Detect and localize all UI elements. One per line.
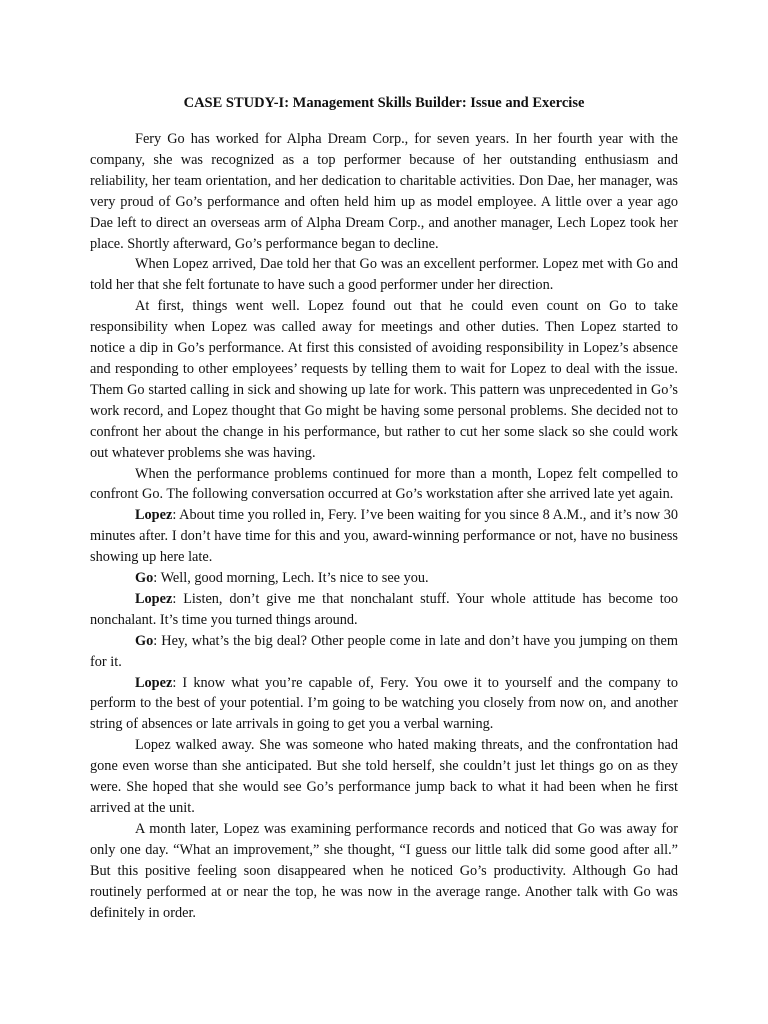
- dialogue-text: : Listen, don’t give me that nonchalant stuff. Your whole attitude has become too nonchalant. It’s time you turned things around.: [90, 590, 678, 628]
- paragraph: [90, 129, 678, 254]
- speaker-name: Lopez: [135, 590, 173, 607]
- dialogue-line: [90, 673, 678, 736]
- paragraph: [90, 296, 678, 463]
- speaker-name: Go: [135, 570, 154, 587]
- speaker-name: Lopez: [135, 507, 173, 524]
- paragraph-text: A month later, Lopez was examining performance records and noticed that Go was away for only one day. “What an improvement,” she thought, “I guess our little talk did some good after all.” But this positive feeling soon disappeared when he noticed Go’s productivity. Although Go had routinely performed at or near the top, he was now in the average range. Another talk with Go was definitely in order.: [90, 820, 678, 921]
- dialogue-line: [90, 568, 678, 589]
- dialogue-text: : Well, good morning, Lech. It’s nice to see you.: [153, 570, 429, 587]
- paragraph-text: When the performance problems continued for more than a month, Lopez felt compelled to confront Go. The following conversation occurred at Go’s workstation after she arrived late yet again.: [90, 465, 678, 503]
- paragraph: [90, 819, 678, 924]
- paragraph-text: At first, things went well. Lopez found out that he could even count on Go to take responsibility when Lopez was called away for meetings and other duties. Then Lopez started to notice a dip in Go’s performance. At first this consisted of avoiding responsibility in Lopez’s absence and responding to other employees’ requests by telling them to wait for Lopez to deal with the issue. Them Go started calling in sick and showing up late for work. This pattern was unprecedented in Go’s work record, and Lopez thought that Go might be having some personal problems. She decided not to confront her about the change in his performance, but rather to cut her some slack so she could work out whatever problems she was having.: [90, 298, 678, 461]
- dialogue-line: [90, 505, 678, 568]
- dialogue-text: : About time you rolled in, Fery. I’ve been waiting for you since 8 A.M., and it’s now 30 minutes after. I don’t have time for this and you, award-winning performance or not, have no business showing up here late.: [90, 507, 678, 566]
- dialogue-line: [90, 631, 678, 673]
- paragraph-text: When Lopez arrived, Dae told her that Go was an excellent performer. Lopez met with Go and told her that she felt fortunate to have such a good performer under her direction.: [90, 256, 678, 294]
- paragraph: [90, 464, 678, 506]
- paragraph-text: Lopez walked away. She was someone who hated making threats, and the confrontation had gone even worse than she anticipated. But she told herself, she couldn’t just let things go on as they were. She hoped that she would see Go’s performance jump back to what it had been when he first arrived at the unit.: [90, 737, 678, 816]
- dialogue-text: : I know what you’re capable of, Fery. You owe it to yourself and the company to perform to the best of your potential. I’m going to be watching you closely from now on, and another string of absences or late arrivals in going to get you a verbal warning.: [90, 674, 678, 733]
- paragraph: [90, 254, 678, 296]
- dialogue-text: : Hey, what’s the big deal? Other people come in late and don’t have you jumping on them for it.: [90, 632, 678, 670]
- paragraph-text: Fery Go has worked for Alpha Dream Corp., for seven years. In her fourth year with the company, she was recognized as a top performer because of her outstanding enthusiasm and reliability, her team orientation, and her dedication to charitable activities. Don Dae, her manager, was very proud of Go’s performance and often held him up as model employee. A little over a year ago Dae left to direct an overseas arm of Alpha Dream Corp., and another manager, Lech Lopez took her place. Shortly afterward, Go’s performance began to decline.: [90, 131, 678, 252]
- document-title: CASE STUDY-I: Management Skills Builder: Issue and Exercise: [183, 95, 585, 111]
- dialogue-line: [90, 589, 678, 631]
- paragraph: [90, 735, 678, 819]
- speaker-name: Lopez: [135, 674, 173, 691]
- speaker-name: Go: [135, 632, 154, 649]
- document-page: [90, 93, 678, 923]
